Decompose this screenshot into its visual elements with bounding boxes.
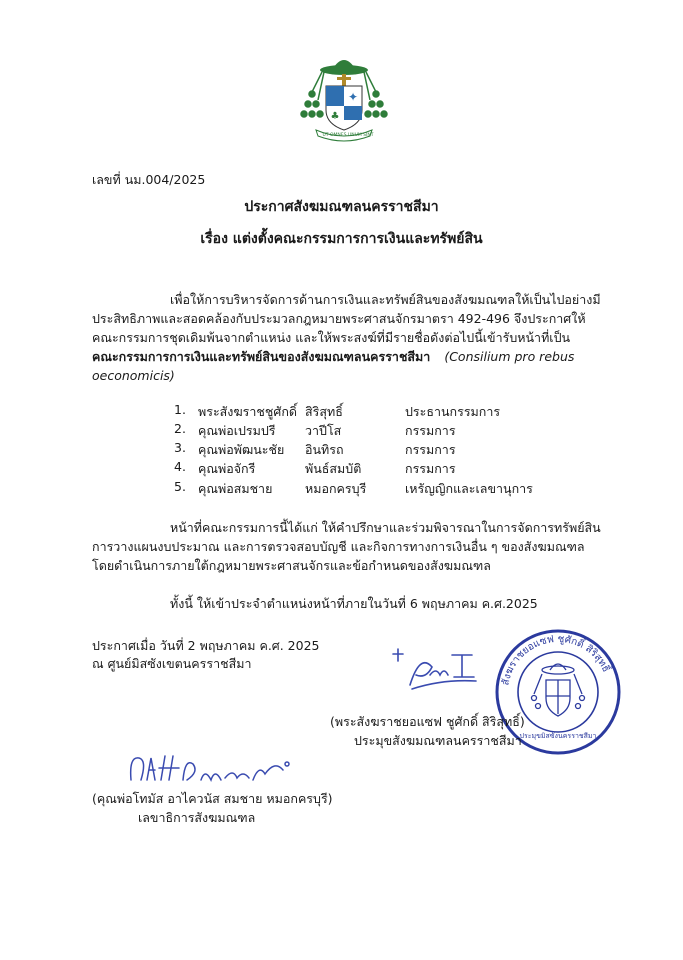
member-name: คุณพ่อเปรมปรี — [198, 423, 276, 438]
member-name: พระสังฆราชชูศักดิ์ — [198, 404, 297, 419]
member-surname: อินทิรถ — [305, 442, 344, 457]
duties-line-1: หน้าที่คณะกรรมการนี้ได้แก่ ให้คำปรึกษาและร่วมพิจารณาในการจัดการทรัพย์สิน — [170, 520, 601, 535]
member-name: คุณพ่อจักรี — [198, 461, 256, 476]
bishop-signature — [392, 645, 480, 695]
member-name: คุณพ่อพัฒนะชัย — [198, 442, 285, 457]
crest-motto: UT OMNES UNUM SINT — [322, 133, 374, 138]
duties-line-2: การวางแผนงบประมาณ และการตรวจสอบบัญชี และกิจการทางการเงินอื่น ๆ ของสังฆมณฑล — [92, 539, 585, 554]
intro-line-1: เพื่อให้การบริหารจัดการด้านการเงินและทรัพย์สินของสังฆมณฑลให้เป็นไปอย่างมี — [170, 292, 601, 307]
secretary-title: เลขาธิการสังฆมณฑล — [138, 810, 256, 825]
committee-name: คณะกรรมการการเงินและทรัพย์สินของสังฆมณฑลนครราชสีมา — [92, 349, 431, 364]
member-number: 2. — [174, 421, 186, 436]
stamp-inner-text: ประมุขมิสซังนครราชสีมา — [519, 732, 597, 740]
announcement-subject: เรื่อง แต่งตั้งคณะกรรมการการเงินและทรัพย์สิน — [200, 231, 483, 247]
document-number: เลขที่ นม.004/2025 — [92, 172, 206, 187]
member-role: กรรมการ — [405, 461, 456, 476]
member-role: กรรมการ — [405, 423, 456, 438]
diocese-crest-logo — [298, 52, 390, 142]
member-number: 1. — [174, 402, 186, 417]
secretary-name: (คุณพ่อโทมัส อาไควนัส สมชาย หมอกครบุรี) — [92, 791, 333, 806]
member-surname: พันธ์สมบัติ — [305, 461, 362, 476]
duties-line-3: โดยดำเนินการภายใต้กฎหมายพระศาสนจักรและข้อกำหนดของสังฆมณฑล — [92, 558, 491, 573]
bishop-name: (พระสังฆราชยอแซฟ ชูศักดิ์ สิริสุทธิ์) — [330, 714, 525, 729]
member-surname: วาปีโส — [305, 423, 342, 438]
svg-text:♣: ♣ — [330, 111, 340, 122]
announced-date: ประกาศเมื่อ วันที่ 2 พฤษภาคม ค.ศ. 2025 — [92, 638, 320, 653]
member-number: 5. — [174, 479, 186, 494]
secretary-signature — [125, 750, 295, 790]
effective-date: ทั้งนี้ ให้เข้าประจำตำแหน่งหน้าที่ภายในวันที่ 6 พฤษภาคม ค.ศ.2025 — [170, 596, 538, 611]
intro-line-2: ประสิทธิภาพและสอดคล้องกับประมวลกฎหมายพระศาสนจักรมาตรา 492-496 จึงประกาศให้ — [92, 311, 586, 326]
member-surname: สิริสุทธิ์ — [305, 404, 343, 419]
announcement-title: ประกาศสังฆมณฑลนครราชสีมา — [244, 199, 439, 215]
intro-line-4 — [92, 347, 574, 367]
member-list — [0, 402, 683, 502]
member-role: ประธานกรรมการ — [405, 404, 501, 419]
svg-text:✦: ✦ — [347, 90, 359, 104]
member-name: คุณพ่อสมชาย — [198, 481, 273, 496]
intro-line-3: คณะกรรมการชุดเดิมพ้นจากตำแหน่ง และให้พระสงฆ์ที่มีรายชื่อดังต่อไปนี้เข้ารับหน้าที่เป็น — [92, 330, 571, 345]
bishop-title: ประมุขสังฆมณฑลนครราชสีมา — [354, 733, 522, 748]
member-number: 3. — [174, 440, 186, 455]
announced-place: ณ ศูนย์มิสซังเขตนครราชสีมา — [92, 656, 252, 671]
stamp-outer-text: สังฆราชยอแซฟ ชูศักดิ์ สิริสุทธิ์ — [500, 633, 612, 687]
member-surname: หมอกครบุรี — [305, 481, 367, 496]
member-number: 4. — [174, 459, 186, 474]
latin-name-part-1: (Consilium pro rebus — [444, 349, 575, 364]
member-role: กรรมการ — [405, 442, 456, 457]
member-role: เหรัญญิกและเลขานุการ — [405, 481, 533, 496]
latin-name-part-2: oeconomicis) — [92, 368, 175, 383]
svg-text:สังฆราชยอแซฟ ชูศักดิ์ สิริสุทธ — [500, 634, 614, 686]
